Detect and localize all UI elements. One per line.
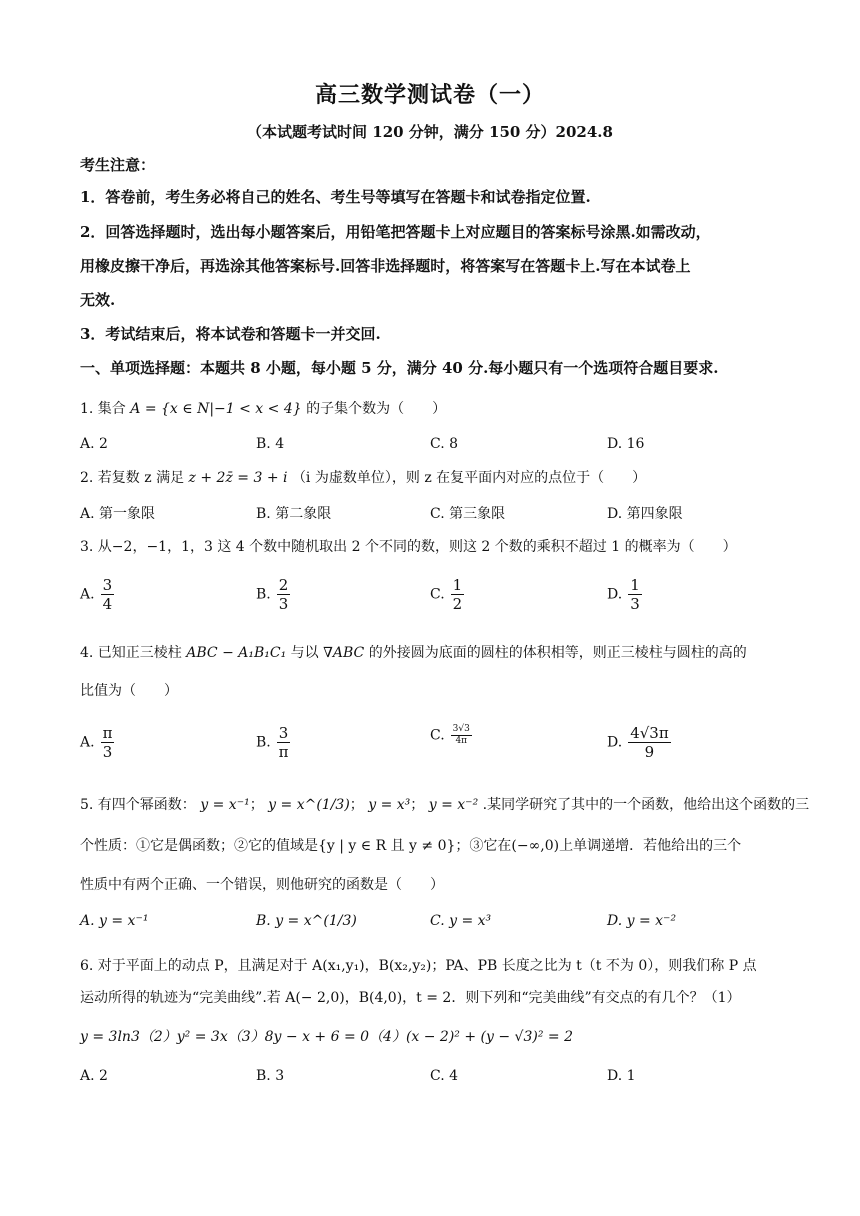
- question-2: [80, 468, 785, 488]
- option-c[interactable]: C. y = x³: [430, 913, 492, 929]
- option-b[interactable]: B. 3: [256, 1068, 285, 1084]
- option-label: B.: [256, 586, 271, 603]
- option-a[interactable]: [80, 576, 114, 613]
- question-2-math: z + 2z̄ = 3 + i: [188, 470, 288, 486]
- option-b[interactable]: B. 第二象限: [256, 506, 332, 522]
- question-4: [80, 643, 785, 663]
- notice-heading: 考生注意：: [80, 156, 156, 174]
- option-label: D.: [607, 734, 623, 751]
- question-6-line-3: y = 3ln3（2）y² = 3x（3）8y − x + 6 = 0（4）(x − 2)² + (y − √3)² = 2: [80, 1029, 573, 1045]
- question-4-prefix: 4. 已知正三棱柱: [80, 645, 182, 661]
- exam-subtitle: （本试题考试时间 120 分钟，满分 150 分）2024.8: [247, 123, 613, 141]
- notice-item-2-cont: 用橡皮擦干净后，再选涂其他答案标号.回答非选择题时，将答案写在答题卡上.写在本试卷上: [80, 257, 691, 275]
- option-label: D.: [607, 586, 623, 603]
- fraction: $\frac{3}{\pi}$: [278, 724, 289, 761]
- option-label: C.: [430, 727, 445, 744]
- option-c[interactable]: C. 4: [430, 1068, 459, 1084]
- option-b[interactable]: B. 4: [256, 436, 285, 452]
- question-5-line-2: 个性质：①它是偶函数；②它的值域是{y | y ∈ R 且 y ≠ 0}；③它在(−∞,0)上单调递增．若他给出的三个: [80, 838, 742, 854]
- option-c[interactable]: [430, 576, 464, 613]
- question-1: [80, 399, 785, 419]
- option-a[interactable]: A. 2: [80, 1068, 108, 1084]
- question-2-prefix: 2. 若复数 z 满足: [80, 470, 185, 486]
- option-b[interactable]: [256, 576, 290, 613]
- option-a[interactable]: A. 第一象限: [80, 506, 156, 522]
- notice-item-1: 1．答卷前，考生务必将自己的姓名、考生号等填写在答题卡和试卷指定位置.: [80, 188, 591, 206]
- question-5-suffix: .某同学研究了其中的一个函数，他给出这个函数的三: [482, 797, 810, 813]
- option-d[interactable]: D. 第四象限: [607, 506, 683, 522]
- question-4-math-triangle: ∇ABC: [323, 645, 365, 661]
- question-3: 3. 从−2，−1，1，3 这 4 个数中随机取出 2 个不同的数，则这 2 个数的乘积不超过 1 的概率为（ ）: [80, 539, 737, 555]
- question-5-options: [80, 913, 785, 953]
- option-c[interactable]: C. 8: [430, 436, 459, 452]
- notice-item-2: 2．回答选择题时，选出每小题答案后，用铅笔把答题卡上对应题目的答案标号涂黑.如需改动，: [80, 223, 711, 241]
- fraction: $\frac{\pi}{3}$: [102, 724, 113, 761]
- fraction: $\frac{3}{4}$: [102, 576, 113, 613]
- question-4-mid: 与以: [290, 645, 319, 661]
- option-b[interactable]: B. y = x^(1/3): [256, 913, 357, 929]
- option-d[interactable]: D. 1: [607, 1068, 636, 1084]
- fraction: $\frac{1}{3}$: [630, 576, 640, 613]
- option-a[interactable]: A. y = x⁻¹: [80, 913, 149, 929]
- notice-item-2-end: 无效.: [80, 291, 116, 309]
- question-3-options: [80, 576, 785, 616]
- question-2-suffix: （i 为虚数单位），则 z 在复平面内对应的点位于（ ）: [291, 470, 647, 486]
- question-5: 5. 有四个幂函数： y = x⁻¹； y = x^(1/3)； y = x³； y = x⁻² .某同学研究了其中的一个函数，他给出这个函数的三: [80, 797, 810, 813]
- question-6-line-2: 运动所得的轨迹为“完美曲线”.若 A(− 2,0)，B(4,0)，t = 2．则下列和“完美曲线”有交点的有几个？（1）: [80, 990, 741, 1006]
- option-d[interactable]: [607, 576, 642, 613]
- option-c[interactable]: [430, 724, 472, 747]
- question-4-cont: 比值为（ ）: [80, 683, 178, 699]
- exam-title: 高三数学测试卷（一）: [314, 82, 545, 108]
- function-2: y = x^(1/3): [268, 797, 350, 813]
- option-d[interactable]: [607, 724, 671, 761]
- option-label: B.: [256, 734, 271, 751]
- question-4-math-prism: ABC − A₁B₁C₁: [186, 645, 287, 661]
- question-6: 6. 对于平面上的动点 P，且满足对于 A(x₁,y₁)，B(x₂,y₂)；PA、PB 长度之比为 t（t 不为 0），则我们称 P 点: [80, 958, 757, 974]
- option-c[interactable]: C. 第三象限: [430, 506, 506, 522]
- fraction: $\frac{2}{3}$: [278, 576, 289, 613]
- option-a[interactable]: [80, 724, 114, 761]
- function-3: y = x³: [368, 797, 411, 813]
- function-4: y = x⁻²: [428, 797, 479, 813]
- function-1: y = x⁻¹: [200, 797, 250, 813]
- option-label: A.: [80, 734, 95, 751]
- question-1-math: A = {x ∈ N|−1 < x < 4}: [130, 401, 302, 417]
- option-label: A.: [80, 586, 95, 603]
- option-d[interactable]: D. 16: [607, 436, 645, 452]
- question-5-prefix: 5. 有四个幂函数：: [80, 797, 196, 813]
- question-6-options: [80, 1068, 785, 1108]
- option-a[interactable]: A. 2: [80, 436, 108, 452]
- option-label: C.: [430, 586, 445, 603]
- notice-item-3: 3．考试结束后，将本试卷和答题卡一并交回.: [80, 325, 381, 343]
- question-1-prefix: 1. 集合: [80, 401, 126, 417]
- question-4-suffix: 的外接圆为底面的圆柱的体积相等，则正三棱柱与圆柱的高的: [368, 645, 747, 661]
- question-1-suffix: 的子集个数为（ ）: [306, 401, 447, 417]
- option-b[interactable]: [256, 724, 290, 761]
- fraction: $\frac{3√3}{4\pi}$: [452, 724, 470, 746]
- question-4-options: [80, 724, 785, 764]
- fraction: $\frac{1}{2}$: [452, 576, 463, 613]
- fraction: $\frac{4√3\pi}{9}$: [630, 724, 669, 761]
- section-heading: 一、单项选择题：本题共 8 小题，每小题 5 分，满分 40 分.每小题只有一个选项符合题目要求.: [80, 359, 719, 377]
- question-5-line-3: 性质中有两个正确、一个错误，则他研究的函数是（ ）: [80, 877, 444, 893]
- option-d[interactable]: D. y = x⁻²: [607, 913, 677, 929]
